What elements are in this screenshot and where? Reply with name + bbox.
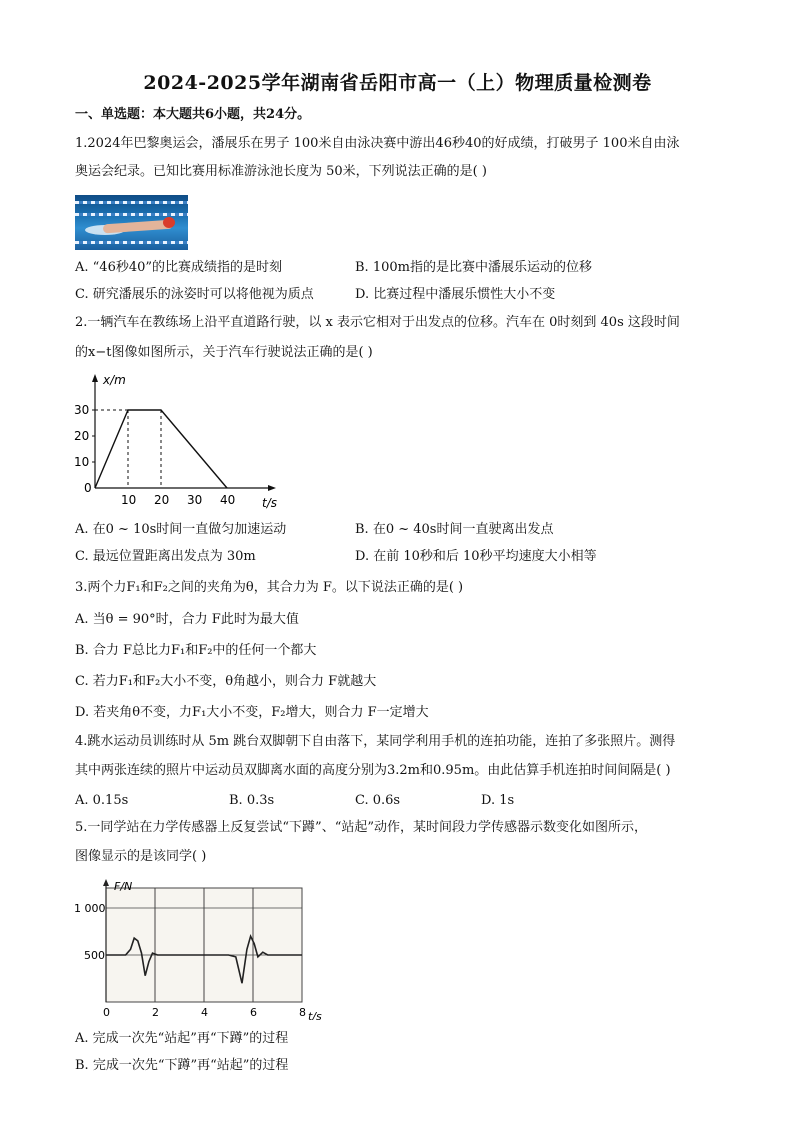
x-tick-label: 4 — [201, 1006, 208, 1019]
x-tick-label: 8 — [299, 1006, 306, 1019]
x-tick-label: 2 — [152, 1006, 159, 1019]
x-tick-label: 20 — [154, 493, 170, 507]
q4-option-c: C. 0.6s — [355, 793, 401, 808]
q3-stem: 3.两个力F₁和F₂之间的夹角为θ，其合力为 F。以下说法正确的是( ) — [75, 580, 464, 595]
q1-option-b: B. 100m指的是比赛中潘展乐运动的位移 — [355, 260, 592, 275]
q2-option-c: C. 最远位置距离出发点为 30m — [75, 549, 256, 564]
q1-option-a: A. “46秒40”的比赛成绩指的是时刻 — [75, 260, 283, 275]
q3-option-d: D. 若夹角θ不变，力F₁大小不变，F₂增大，则合力 F一定增大 — [75, 705, 429, 720]
y-axis-arrow — [103, 879, 109, 886]
y-tick-label: 500 — [84, 949, 105, 962]
section-heading: 一、单选题：本大题共6小题，共24分。 — [75, 107, 311, 122]
x-axis-arrow — [268, 485, 276, 491]
q4-option-d: D. 1s — [481, 793, 515, 808]
swimmer-photo — [75, 195, 188, 250]
q1-option-d: D. 比赛过程中潘展乐惯性大小不变 — [355, 287, 556, 302]
xt-graph — [70, 366, 290, 514]
y-tick-label: 1 000 — [74, 902, 106, 915]
q4-stem-line2: 其中两张连续的照片中运动员双脚离水面的高度分别为3.2m和0.95m。由此估算手机连拍时间间隔是( ) — [75, 763, 671, 778]
q5-stem-line1: 5.一同学站在力学传感器上反复尝试“下蹲”、“站起”动作，某时间段力学传感器示数变化如图所示， — [75, 820, 647, 835]
q3-option-b: B. 合力 F总比力F₁和F₂中的任何一个都大 — [75, 643, 317, 658]
x-tick-label: 10 — [121, 493, 137, 507]
ft-graph — [72, 878, 334, 1020]
y-tick-label: 20 — [74, 429, 90, 443]
y-axis-label: x/m — [103, 373, 126, 387]
y-axis-label: F/N — [114, 880, 133, 893]
q5-option-a: A. 完成一次先“站起”再“下蹲”的过程 — [75, 1031, 289, 1046]
q2-stem-line2: 的x−t图像如图所示，关于汽车行驶说法正确的是( ) — [75, 345, 373, 360]
page-title: 2024-2025学年湖南省岳阳市高一（上）物理质量检测卷 — [143, 72, 652, 94]
q3-option-c: C. 若力F₁和F₂大小不变，θ角越小，则合力 F就越大 — [75, 674, 377, 689]
x-axis-label: t/s — [308, 1010, 322, 1020]
q5-option-b: B. 完成一次先“下蹲”再“站起”的过程 — [75, 1058, 289, 1073]
q3-option-a: A. 当θ = 90°时，合力 F此时为最大值 — [75, 612, 299, 627]
x-tick-label: 30 — [187, 493, 203, 507]
y-tick-label: 10 — [74, 455, 90, 469]
x-tick-label: 0 — [84, 481, 92, 495]
x-tick-label: 6 — [250, 1006, 257, 1019]
q2-option-b: B. 在0 ~ 40s时间一直驶离出发点 — [355, 522, 554, 537]
y-axis-arrow — [92, 374, 98, 382]
q1-stem-line2: 奥运会纪录。已知比赛用标准游泳池长度为 50米，下列说法正确的是( ) — [75, 164, 487, 179]
q2-option-a: A. 在0 ~ 10s时间一直做匀加速运动 — [75, 522, 287, 537]
q4-option-a: A. 0.15s — [75, 793, 129, 808]
q5-stem-line2: 图像显示的是该同学( ) — [75, 849, 207, 864]
q1-stem-line1: 1.2024年巴黎奥运会，潘展乐在男子 100米自由泳决赛中游出46秒40的好成绩，打破男子 100米自由泳 — [75, 136, 680, 151]
x-tick-label: 40 — [220, 493, 236, 507]
q4-stem-line1: 4.跳水运动员训练时从 5m 跳台双脚朝下自由落下，某同学利用手机的连拍功能，连拍了多张照片。测得 — [75, 734, 676, 749]
q2-stem-line1: 2.一辆汽车在教练场上沿平直道路行驶，以 x 表示它相对于出发点的位移。汽车在 0时刻到 40s 这段时间 — [75, 315, 680, 330]
q1-option-c: C. 研究潘展乐的泳姿时可以将他视为质点 — [75, 287, 314, 302]
q4-option-b: B. 0.3s — [229, 793, 275, 808]
y-tick-label: 30 — [74, 403, 90, 417]
q2-option-d: D. 在前 10秒和后 10秒平均速度大小相等 — [355, 549, 597, 564]
x-axis-label: t/s — [262, 496, 277, 510]
x-tick-label: 0 — [103, 1006, 110, 1019]
